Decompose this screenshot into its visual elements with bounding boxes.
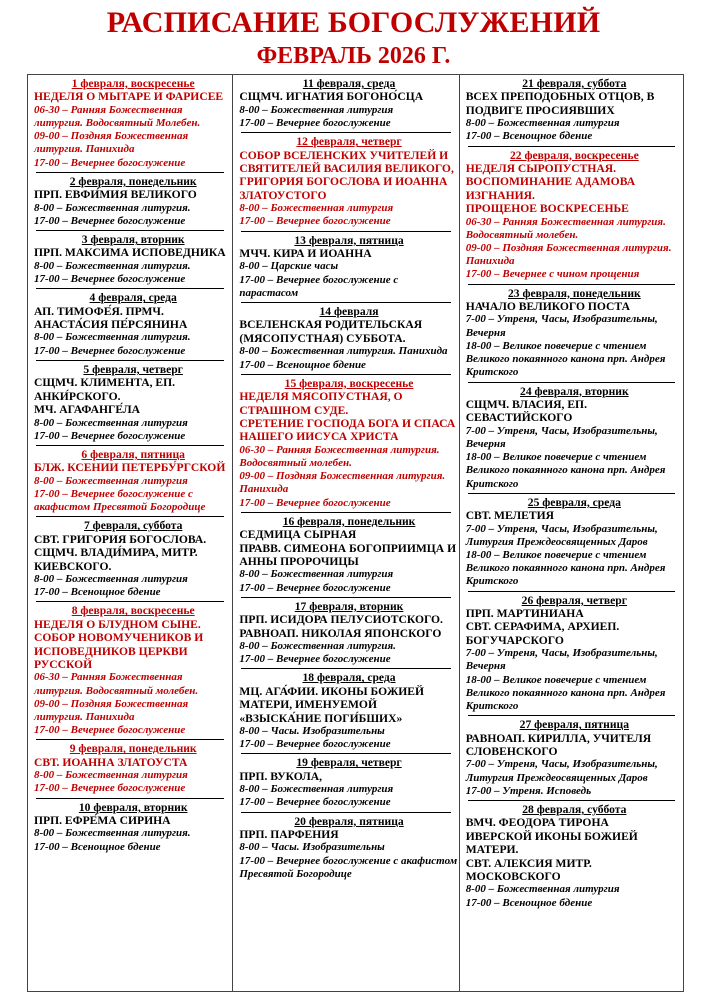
service-item: 17-00 – Вечернее богослужение [239,581,391,594]
day-separator [36,516,224,517]
service-item: 17-00 – Всенощное бдение [465,130,593,143]
feast-title: СВТ. ГРИГОРИЯ БОГОСЛОВА. [34,532,207,546]
day-date: 15 февраля, воскресенье [284,376,414,390]
service-item: 8-00 – Божественная литургия [239,783,394,796]
feast-title: РАВНОАП. КИРИЛЛА, УЧИТЕЛЯ СЛОВЕНСКОГО [465,731,652,759]
service-item: 17-00 – Вечернее с чином прощения [465,268,640,281]
day-date: 18 февраля, среда [302,671,396,685]
day-entry [239,671,458,751]
day-entry [239,377,458,510]
feast-title: СВТ. МЕЛЕТИЯ [465,509,555,523]
service-item: 18-00 – Великое повечерие с чтением Великого покаянного канона прп. Андрея Критского [465,673,666,712]
day-separator [468,715,675,716]
day-date: 10 февраля, вторник [78,800,188,814]
service-item: 17-00 – Вечернее богослужение с акафистом Пресвятой Богородице [34,487,206,514]
day-date: 28 февраля, суббота [522,803,627,817]
feast-title: ПРП. ЕФРЕ́МА СИРИНА [34,814,171,828]
day-date: 25 февраля, среда [527,495,621,509]
day-entry [34,175,232,228]
feast-title: БЛЖ. КСЕНИИ ПЕТЕРБУ́РГСКОЙ [34,461,226,475]
feast-title: МЧ. АГАФАНГЕ́ЛА [34,403,140,417]
service-item: 17-00 – Вечернее богослужение с парастасом [239,273,399,299]
service-item: 8-00 – Божественная литургия [34,416,188,429]
day-date: 4 февраля, среда [89,291,177,305]
service-item: 8-00 – Божественная литургия [465,117,620,130]
day-entry [34,363,232,443]
service-item: 8-00 – Божественная литургия [239,103,394,116]
feast-title: НЕДЕЛЯ МЯСОПУСТНАЯ, О СТРАШНОМ СУДЕ. [239,390,403,417]
feast-title: СЕДМИЦА СЫРНАЯ [239,528,357,542]
day-date: 23 февраля, понедельник [508,286,641,300]
day-entry [34,291,232,358]
service-item: 17-00 – Вечернее богослужение [34,782,186,795]
service-item: 17-00 – Всенощное бдение [465,896,593,909]
service-item: 8-00 – Божественная литургия [465,883,620,896]
day-date: 17 февраля, вторник [294,599,404,613]
day-date: 16 февраля, понедельник [282,514,416,528]
service-item: 17-00 – Вечернее богослужение [34,273,186,286]
service-item: 18-00 – Великое повечерие с чтением Великого покаянного канона прп. Андрея Критского [465,339,666,379]
day-date: 12 февраля, четверг [296,135,402,149]
day-separator [241,597,450,598]
day-entry [34,448,232,514]
day-separator [468,382,675,383]
feast-title: ПРП. ПАРФЕНИЯ [239,828,339,842]
day-date: 1 февраля, воскресенье [71,77,195,90]
feast-title: СВТ. АЛЕКСИЯ МИТР. МОСКОВСКОГО [465,856,592,884]
service-item: 17-00 – Вечернее богослужение [239,796,391,809]
service-item: 09-00 – Поздняя Божественная литургия. Панихида [465,242,672,268]
day-separator [36,601,224,602]
day-separator [468,146,675,147]
service-item: 17-00 – Вечернее богослужение [239,215,391,228]
service-item: 09-00 – Поздняя Божественная литургия. Панихида [239,470,446,496]
day-date: 8 февраля, воскресенье [71,604,195,618]
feast-title: НЕДЕЛЯ О МЫТАРЕ И ФАРИСЕЕ [34,90,224,104]
service-item: 17-00 – Вечернее богослужение [34,429,186,442]
day-entry [34,801,232,854]
service-item: 17-00 – Вечернее богослужение [239,738,391,751]
day-date: 7 февраля, суббота [83,519,183,533]
service-item: 06-30 – Ранняя Божественная литургия. Водосвятный молебен. [239,443,440,469]
feast-title: ПРП. МАРТИНИАНА [465,606,584,620]
service-item: 7-00 – Утреня, Часы, Изобразительны, Вечерня [465,647,658,673]
service-item: 09-00 – Поздняя Божественная литургия. Панихида [34,697,189,724]
service-item: 8-00 – Божественная литургия. [34,259,191,272]
service-item: 8-00 – Божественная литургия. [34,827,191,840]
day-entry [34,519,232,599]
day-separator [241,231,450,232]
feast-title: СЩМЧ. КЛИМЕНТА, ЕП. АНКИ́РСКОГО. [34,376,176,403]
day-separator [468,284,675,285]
feast-title: СРЕТЕНИЕ ГОСПОДА БОГА И СПАСА НАШЕГО ИИСУСА ХРИСТА [239,416,456,444]
day-entry [466,496,683,589]
day-separator [36,445,224,446]
feast-title: СВТ. СЕРАФИМА, АРХИЕП. БОГУЧАРСКОГО [465,620,620,647]
feast-title: ВСЕЛЕНСКАЯ РОДИТЕЛЬСКАЯ (МЯСОПУСТНАЯ) СУББОТА. [239,318,423,345]
feast-title: СЩМЧ. ИГНАТИЯ БОГОНО́СЦА [239,90,424,104]
day-entry [466,718,683,798]
feast-title: ПРП. ВУКОЛА, [239,769,323,783]
day-date: 21 февраля, суббота [522,77,627,90]
feast-title: НЕДЕЛЯ СЫРОПУСТНАЯ. ВОСПОМИНАНИЕ АДАМОВА ИЗГНАНИЯ. [465,162,636,202]
feast-title: ВМЧ. ФЕОДОРА ТИРОНА [465,816,609,830]
day-separator [241,374,450,375]
service-item: 06-30 – Ранняя Божественная литургия. Водосвятный молебен. [465,215,666,241]
day-separator [468,493,675,494]
day-entry [466,385,683,491]
day-entry [239,305,458,372]
service-item: 17-00 – Вечернее богослужение [34,344,186,357]
service-item: 06-30 – Ранняя Божественная литургия. Водосвятный Молебен. [34,103,201,130]
day-entry [239,515,458,595]
day-date: 13 февраля, пятница [294,233,404,247]
feast-title: ПРАВВ. СИМЕОНА БОГОПРИИМЦА И АННЫ ПРОРОЧИЦЫ [239,541,457,568]
day-date: 27 февраля, пятница [519,718,629,732]
feast-title: МЧЧ. КИРА И ИОАННА [239,247,372,261]
day-separator [36,360,224,361]
feast-title: НАЧАЛО ВЕЛИКОГО ПОСТА [465,300,630,314]
day-entry [466,77,683,144]
service-item: 17-00 – Вечернее богослужение [239,653,391,666]
day-entry [239,815,458,881]
day-separator [36,288,224,289]
page-subtitle: ФЕВРАЛЬ 2026 Г. [256,43,451,69]
service-item: 06-30 – Ранняя Божественная литургия. Водосвятный молебен. [34,671,199,697]
feast-title: МЦ. АГА́ФИИ. ИКОНЫ БОЖИЕЙ МАТЕРИ, ИМЕНУЕМОЙ «ВЗЫСКА́НИЕ ПОГИ́БШИХ» [239,684,425,725]
feast-title: НЕДЕЛЯ О БЛУДНОМ СЫНЕ. СОБОР НОВОМУЧЕНИКОВ И ИСПОВЕДНИКОВ ЦЕРКВИ РУССКОЙ [34,617,204,671]
service-item: 09-00 – Поздняя Божественная литургия. Панихида [34,130,189,156]
feast-title: ИВЕРСКОЙ ИКОНЫ БОЖИЕЙ МАТЕРИ. [465,829,638,857]
day-entry [34,604,232,737]
day-entry [239,756,458,809]
feast-title: ПРП. МАКСИМА ИСПОВЕДНИКА [34,246,226,260]
service-item: 8-00 – Божественная литургия. [239,640,396,652]
day-date: 20 февраля, пятница [294,814,404,828]
service-item: 17-00 – Всенощное бдение [34,586,161,599]
service-item: 17-00 – Утреня. Исповедь [465,784,592,797]
service-item: 8-00 – Часы. Изобразительны [239,841,385,854]
service-item: 17-00 – Вечернее богослужение [34,214,186,227]
day-entry [239,135,458,228]
day-entry [466,594,683,714]
day-entry [239,234,458,300]
day-separator [36,172,224,173]
feast-title: СЩМЧ. ВЛАДИ́МИРА, МИТР. КИЕВСКОГО. [34,546,198,573]
day-date: 19 февраля, четверг [296,756,402,770]
service-item: 8-00 – Божественная литургия. Панихида [239,345,448,358]
day-entry [34,77,232,170]
service-item: 8-00 – Часы. Изобразительны [239,725,385,738]
day-separator [241,302,450,303]
service-item: 8-00 – Божественная литургия [34,769,188,782]
day-date: 6 февраля, пятница [81,447,185,461]
day-date: 24 февраля, вторник [520,384,629,398]
page-title: РАСПИСАНИЕ БОГОСЛУЖЕНИЙ [106,6,601,39]
schedule-column-2 [232,75,458,991]
service-item: 18-00 – Великое повечерие с чтением Великого покаянного канона прп. Андрея Критского [465,548,666,588]
day-entry [34,233,232,286]
day-separator [468,800,675,801]
feast-title: АП. ТИМОФЕ́Я. ПРМЧ. АНАСТА́СИЯ ПЕ́РСЯНИНА [34,304,188,332]
service-item: 7-00 – Утреня, Часы, Изобразительны, Литургия Преждеосвященных Даров [465,758,658,784]
feast-title: СОБОР ВСЕЛЕНСКИХ УЧИТЕЛЕЙ И СВЯТИТЕЛЕЙ ВАСИЛИЯ ВЕЛИКОГО, ГРИГОРИЯ БОГОСЛОВА И ИОАННА ЗЛАТОУСТОГО [239,148,454,202]
service-item: 18-00 – Великое повечерие с чтением Великого покаянного канона прп. Андрея Критского [465,451,666,490]
day-separator [241,668,450,669]
day-separator [241,753,450,754]
feast-title: ПРП. ЕВФИ́МИЯ ВЕЛИКОГО [34,188,197,202]
service-item: 8-00 – Божественная литургия [239,568,394,581]
feast-title: СЩМЧ. ВЛАСИЯ, ЕП. СЕВАСТИЙСКОГО [465,397,587,425]
day-date: 2 февраля, понедельник [69,174,197,188]
day-date: 22 февраля, воскресенье [509,148,639,162]
day-separator [468,591,675,592]
day-separator [36,798,224,799]
service-item: 7-00 – Утреня, Часы, Изобразительны, Вечерня [465,424,658,450]
feast-title: СВТ. ИОАННА ЗЛАТОУСТА [34,755,188,769]
schedule-column-3 [459,75,683,991]
day-separator [241,812,450,813]
day-entry [466,149,683,282]
service-item: 8-00 – Божественная литургия [239,202,394,215]
day-entry [466,803,683,910]
day-date: 26 февраля, четверг [521,593,628,607]
day-date: 9 февраля, понедельник [69,742,197,756]
service-item: 7-00 – Утреня, Часы, Изобразительны, Литургия Преждеосвященных Даров [465,522,658,548]
day-entry [239,600,458,667]
day-date: 11 февраля, среда [302,77,396,90]
feast-title: ВСЕХ ПРЕПОДОБНЫХ ОТЦОВ, В ПОДВИГЕ ПРОСИЯВШИХ [465,90,655,117]
day-separator [241,512,450,513]
service-item: 17-00 – Вечернее богослужение [34,156,186,169]
service-item: 8-00 – Божественная литургия [34,572,188,585]
service-item: 8-00 – Божественная литургия [34,474,188,487]
service-item: 17-00 – Вечернее богослужение с акафистом Пресвятой Богородице [239,854,458,880]
service-item: 17-00 – Вечернее богослужение [239,496,391,509]
service-item: 8-00 – Божественная литургия. [34,201,191,214]
service-item: 8-00 – Божественная литургия. [34,331,191,344]
day-entry [466,287,683,380]
service-item: 17-00 – Всенощное бдение [34,840,161,853]
service-item: 17-00 – Всенощное бдение [239,358,366,371]
service-item: 7-00 – Утреня, Часы, Изобразительны, Вечерня [465,313,658,339]
feast-title: ПРОЩЕНОЕ ВОСКРЕСЕНЬЕ [465,202,629,216]
service-item: 17-00 – Вечернее богослужение [34,724,186,737]
schedule-column-1 [28,75,232,991]
day-date: 3 февраля, вторник [81,233,185,247]
schedule-grid [27,74,684,992]
feast-title: ПРП. ИСИДОРА ПЕЛУСИОТСКОГО. РАВНОАП. НИКОЛАЯ ЯПОНСКОГО [239,613,443,640]
day-date: 14 февраля [319,305,379,319]
day-separator [241,132,450,133]
service-item: 8-00 – Царские часы [239,260,339,273]
service-item: 17-00 – Вечернее богослужение [239,117,391,130]
day-entry [239,77,458,130]
day-separator [36,230,224,231]
day-entry [34,742,232,795]
day-separator [36,739,224,740]
day-date: 5 февраля, четверг [83,362,183,376]
